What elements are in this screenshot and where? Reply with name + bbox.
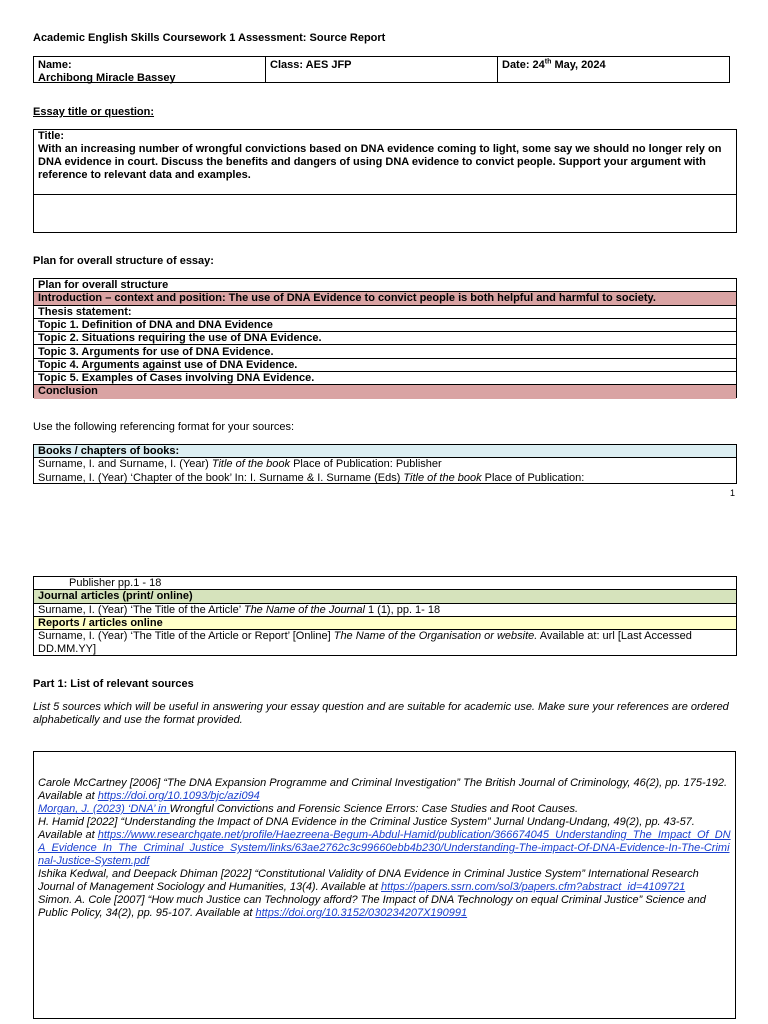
page-number: 1	[730, 488, 736, 498]
info-table	[33, 56, 730, 83]
source-4-link[interactable]: https://papers.ssrn.com/sol3/papers.cfm?abstract_id=4109721	[381, 881, 686, 893]
journal-format-line: Surname, I. (Year) ‘The Title of the Article’ The Name of the Journal 1 (1), pp. 1- 18	[34, 604, 736, 617]
plan-row-topic-4: Topic 4. Arguments against use of DNA Evidence.	[34, 359, 736, 372]
plan-table	[33, 278, 737, 398]
source-5-link[interactable]: https://doi.org/10.3152/030234207X190991	[255, 907, 468, 919]
plan-row: Plan for overall structure	[34, 279, 736, 292]
book-format-line-1: Surname, I. and Surname, I. (Year) Title of the book Place of Publication: Publisher	[38, 458, 442, 471]
publisher-continued: Publisher pp.1 - 18	[34, 577, 736, 590]
books-header: Books / chapters of books:	[34, 445, 736, 458]
source-2: Morgan, J. (2023) ‘DNA’ in Wrongful Convictions and Forensic Science Errors: Case Studies and Root Causes.	[38, 803, 579, 815]
date-label: Date: 24th May, 2024	[502, 58, 606, 71]
source-2-link[interactable]: Morgan, J. (2023) ‘DNA’ in	[38, 803, 170, 815]
date-cell	[498, 57, 729, 82]
referencing-intro: Use the following referencing format for your sources:	[33, 421, 295, 433]
books-table	[33, 444, 737, 484]
plan-row-topic-5: Topic 5. Examples of Cases involving DNA Evidence.	[34, 372, 736, 385]
part1-instructions: List 5 sources which will be useful in answering your essay question and are suitable for academic use. Make sure your references are ordered alphabetically and use the format provided.	[33, 701, 729, 726]
class-cell	[266, 57, 498, 82]
name-label: Name:	[38, 59, 72, 71]
plan-row-thesis: Thesis statement:	[34, 306, 736, 319]
title-label: Title:	[38, 130, 65, 142]
sources-box	[33, 751, 736, 1019]
essay-title-box	[33, 129, 737, 233]
class-label: Class: AES JFP	[270, 59, 352, 71]
plan-row-conclusion: Conclusion	[34, 385, 736, 398]
plan-row-topic-2: Topic 2. Situations requiring the use of DNA Evidence.	[34, 332, 736, 345]
report-format-line: Surname, I. (Year) ‘The Title of the Article or Report’ [Online] The Name of the Organisation or website. Available at: url [Last Accessed DD.MM.YY]	[38, 630, 692, 656]
source-3-link[interactable]: https://www.researchgate.net/profile/Haezreena-Begum-Abdul-Hamid/publication/366674045_Understanding_The_Impact_Of_DNA_Evidence_In_The_Criminal_Justice_System/links/63ae2762c3c99660ebb4b230/Understanding-The-impact-Of-DNA-Evidence-In-The-Criminal-Justice-System.pdf	[38, 829, 731, 867]
plan-row-topic-1: Topic 1. Definition of DNA and DNA Evidence	[34, 319, 736, 332]
essay-heading: Essay title or question:	[33, 106, 155, 118]
source-1-link[interactable]: https://doi.org/10.1093/bjc/azi094	[97, 790, 260, 802]
journal-header: Journal articles (print/ online)	[34, 590, 736, 603]
source-1: Carole McCartney [2006] “The DNA Expansion Programme and Criminal Investigation” The British Journal of Criminology, 46(2), pp. 175-192. Available at https://doi.org/10.1093/bjc/azi094	[38, 777, 728, 802]
essay-title-cell	[34, 130, 736, 195]
source-3: H. Hamid [2022] “Understanding the Impact of DNA Evidence in the Criminal Justice System” Jurnal Undang-Undang, 49(2), pp. 43-57. Available at https://www.researchgate.net/profile/Haezreena-Begum-Abdul-Hamid/publication/366674045_Understanding_The_Impact_Of_DNA_Evidence_In_The_Criminal_Justice_System/links/63ae2762c3c99660ebb4b230/Understanding-The-impact-Of-DNA-Evidence-In-The-Criminal-Justice-System.pdf	[38, 816, 731, 867]
plan-row-topic-3: Topic 3. Arguments for use of DNA Evidence.	[34, 346, 736, 359]
plan-heading: Plan for overall structure of essay:	[33, 255, 214, 267]
source-5: Simon. A. Cole [2007] “How much Justice can Technology afford? The Impact of DNA Technology on equal Criminal Justice” Science and Public Policy, 34(2), pp. 95-107. Available at https://doi.org/10.3152/030234207X190991	[38, 894, 706, 919]
reference-format-table	[33, 576, 737, 656]
part1-heading: Part 1: List of relevant sources	[33, 678, 194, 690]
source-4: Ishika Kedwal, and Deepack Dhiman [2022] “Constitutional Validity of DNA Evidence in Criminal Justice System” International Research Journal of Management Sociology and Humanities, 13(4). Available at https://papers.ssrn.com/sol3/papers.cfm?abstract_id=4109721	[38, 868, 699, 893]
book-format-line-2: Surname, I. (Year) ‘Chapter of the book’ In: I. Surname & I. Surname (Eds) Title of the book Place of Publication:	[38, 471, 585, 484]
name-value: Archibong Miracle Bassey	[38, 72, 176, 84]
plan-row-introduction: Introduction – context and position: The use of DNA Evidence to convict people is both helpful and harmful to society.	[34, 292, 736, 305]
essay-title-text: With an increasing number of wrongful convictions based on DNA evidence coming to light, some say we should no longer rely on DNA evidence in court. Discuss the benefits and dangers of using DNA evidence to convict people. Support your argument with reference to relevant data and examples.	[38, 143, 722, 181]
name-cell	[34, 57, 266, 82]
document-title: Academic English Skills Coursework 1 Assessment: Source Report	[33, 32, 386, 44]
reports-header: Reports / articles online	[34, 617, 736, 630]
